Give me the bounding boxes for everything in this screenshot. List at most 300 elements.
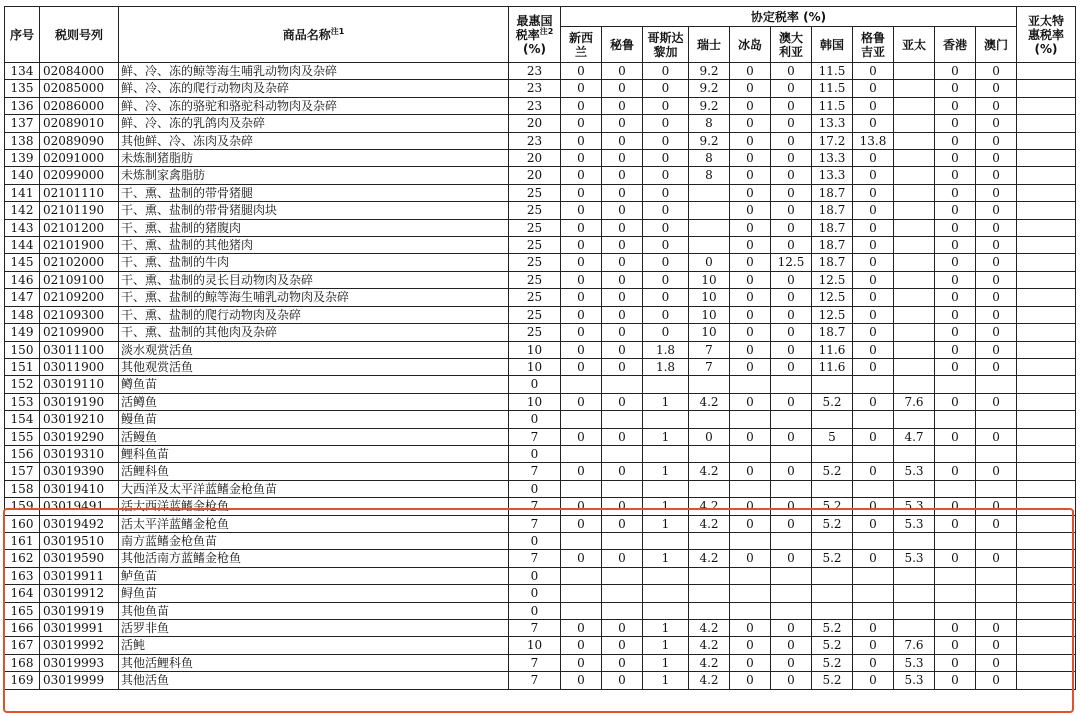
cell-mfn-rate: 20 <box>509 167 561 184</box>
cell-agreement-rate: 0 <box>771 150 812 167</box>
cell-agreement-rate: 0 <box>730 184 771 201</box>
cell-agreement-rate: 0 <box>561 324 602 341</box>
cell-agreement-rate <box>730 602 771 619</box>
cell-agreement-rate: 9.2 <box>689 132 730 149</box>
table-row <box>5 585 1076 602</box>
table-row <box>5 480 1076 497</box>
cell-apta-special-rate <box>1017 602 1076 619</box>
cell-agreement-rate <box>812 567 853 584</box>
cell-agreement-rate <box>894 341 935 358</box>
cell-agreement-rate: 11.5 <box>812 80 853 97</box>
cell-agreement-rate: 0 <box>853 63 894 80</box>
cell-agreement-rate <box>935 532 976 549</box>
cell-agreement-rate: 0 <box>602 63 643 80</box>
cell-agreement-rate: 0 <box>643 219 689 236</box>
cell-agreement-rate: 0 <box>976 428 1017 445</box>
cell-agreement-rate: 0 <box>935 672 976 689</box>
cell-seq: 164 <box>5 585 40 602</box>
cell-agreement-rate: 0 <box>730 306 771 323</box>
cell-apta-special-rate <box>1017 289 1076 306</box>
cell-agreement-rate: 4.2 <box>689 515 730 532</box>
cell-code: 03011900 <box>40 358 119 375</box>
cell-agreement-rate <box>602 411 643 428</box>
cell-agreement-rate: 0 <box>771 202 812 219</box>
cell-agreement-rate: 5.3 <box>894 463 935 480</box>
cell-agreement-rate <box>643 602 689 619</box>
cell-agreement-rate <box>894 97 935 114</box>
cell-mfn-rate: 25 <box>509 202 561 219</box>
table-row <box>5 254 1076 271</box>
cell-agreement-rate: 0 <box>853 428 894 445</box>
cell-agreement-rate: 0 <box>602 254 643 271</box>
cell-agreement-rate: 0 <box>935 550 976 567</box>
cell-apta-special-rate <box>1017 150 1076 167</box>
cell-agreement-rate: 0 <box>602 167 643 184</box>
cell-code: 02109900 <box>40 324 119 341</box>
cell-agreement-rate: 4.2 <box>689 620 730 637</box>
cell-agreement-rate <box>730 376 771 393</box>
cell-agreement-rate: 0 <box>730 515 771 532</box>
cell-agreement-rate <box>853 480 894 497</box>
cell-mfn-rate: 7 <box>509 463 561 480</box>
cell-agreement-rate: 0 <box>689 254 730 271</box>
cell-agreement-rate <box>894 602 935 619</box>
cell-name: 大西洋及太平洋蓝鳍金枪鱼苗 <box>119 480 509 497</box>
cell-agreement-rate <box>976 567 1017 584</box>
cell-agreement-rate: 0 <box>602 654 643 671</box>
cell-agreement-rate: 5.3 <box>894 654 935 671</box>
cell-agreement-rate <box>643 532 689 549</box>
cell-agreement-rate: 1 <box>643 637 689 654</box>
cell-agreement-rate: 0 <box>771 620 812 637</box>
cell-agreement-rate: 0 <box>730 637 771 654</box>
cell-seq: 165 <box>5 602 40 619</box>
table-row <box>5 550 1076 567</box>
cell-agreement-rate <box>730 532 771 549</box>
cell-mfn-rate: 7 <box>509 515 561 532</box>
cell-code: 02101200 <box>40 219 119 236</box>
cell-agreement-rate <box>561 532 602 549</box>
cell-mfn-rate: 7 <box>509 428 561 445</box>
cell-seq: 144 <box>5 237 40 254</box>
table-row <box>5 306 1076 323</box>
cell-agreement-rate: 0 <box>643 80 689 97</box>
cell-agreement-rate <box>561 445 602 462</box>
cell-agreement-rate: 7 <box>689 341 730 358</box>
cell-seq: 136 <box>5 97 40 114</box>
cell-agreement-rate: 0 <box>976 672 1017 689</box>
table-row <box>5 150 1076 167</box>
cell-code: 02101110 <box>40 184 119 201</box>
cell-agreement-rate <box>894 80 935 97</box>
table-row <box>5 463 1076 480</box>
cell-agreement-rate: 11.5 <box>812 97 853 114</box>
cell-agreement-rate: 0 <box>730 428 771 445</box>
cell-agreement-rate: 0 <box>561 515 602 532</box>
table-row <box>5 115 1076 132</box>
cell-agreement-rate <box>935 567 976 584</box>
cell-apta-special-rate <box>1017 672 1076 689</box>
cell-agreement-rate: 0 <box>771 184 812 201</box>
cell-agreement-rate: 0 <box>602 463 643 480</box>
cell-agreement-rate: 0 <box>935 97 976 114</box>
cell-agreement-rate: 10 <box>689 271 730 288</box>
cell-agreement-rate <box>771 376 812 393</box>
cell-agreement-rate: 0 <box>730 219 771 236</box>
cell-agreement-rate: 7.6 <box>894 393 935 410</box>
cell-agreement-rate: 0 <box>853 289 894 306</box>
cell-agreement-rate: 0 <box>771 550 812 567</box>
cell-agreement-rate <box>561 411 602 428</box>
header-country-line: 哥斯达 <box>647 30 684 45</box>
cell-code: 03019410 <box>40 480 119 497</box>
cell-agreement-rate <box>894 219 935 236</box>
cell-agreement-rate: 0 <box>771 237 812 254</box>
cell-code: 03019310 <box>40 445 119 462</box>
cell-seq: 137 <box>5 115 40 132</box>
cell-agreement-rate: 0 <box>976 637 1017 654</box>
cell-mfn-rate: 0 <box>509 567 561 584</box>
cell-agreement-rate <box>689 480 730 497</box>
cell-name: 活鲤科鱼 <box>119 463 509 480</box>
cell-seq: 156 <box>5 445 40 462</box>
cell-agreement-rate: 0 <box>853 150 894 167</box>
cell-agreement-rate <box>561 602 602 619</box>
cell-mfn-rate: 7 <box>509 620 561 637</box>
cell-agreement-rate: 0 <box>561 132 602 149</box>
table-row <box>5 498 1076 515</box>
cell-agreement-rate <box>689 567 730 584</box>
cell-agreement-rate: 0 <box>730 115 771 132</box>
cell-name: 未炼制猪脂肪 <box>119 150 509 167</box>
cell-agreement-rate <box>812 602 853 619</box>
cell-agreement-rate: 0 <box>602 637 643 654</box>
cell-mfn-rate: 25 <box>509 184 561 201</box>
table-row <box>5 132 1076 149</box>
cell-agreement-rate <box>602 532 643 549</box>
cell-agreement-rate: 0 <box>602 202 643 219</box>
cell-agreement-rate <box>689 219 730 236</box>
cell-name: 其他鱼苗 <box>119 602 509 619</box>
cell-agreement-rate <box>689 602 730 619</box>
cell-agreement-rate: 0 <box>853 463 894 480</box>
header-seq: 序号 <box>5 7 40 63</box>
cell-mfn-rate: 7 <box>509 550 561 567</box>
cell-seq: 134 <box>5 63 40 80</box>
cell-agreement-rate: 0 <box>602 115 643 132</box>
cell-agreement-rate: 0 <box>602 289 643 306</box>
header-name <box>119 7 509 63</box>
table-row <box>5 620 1076 637</box>
header-country-line: 韩国 <box>819 37 844 52</box>
cell-agreement-rate <box>771 411 812 428</box>
cell-code: 03011100 <box>40 341 119 358</box>
cell-name: 干、熏、盐制的其他肉及杂碎 <box>119 324 509 341</box>
cell-seq: 157 <box>5 463 40 480</box>
cell-agreement-rate: 1 <box>643 620 689 637</box>
cell-agreement-rate: 4.2 <box>689 550 730 567</box>
cell-mfn-rate: 25 <box>509 237 561 254</box>
cell-seq: 141 <box>5 184 40 201</box>
cell-agreement-rate: 0 <box>561 637 602 654</box>
cell-agreement-rate <box>894 358 935 375</box>
cell-apta-special-rate <box>1017 532 1076 549</box>
table-row <box>5 237 1076 254</box>
cell-agreement-rate <box>894 306 935 323</box>
cell-agreement-rate: 0 <box>853 498 894 515</box>
cell-agreement-rate: 7.6 <box>894 637 935 654</box>
cell-agreement-rate <box>935 376 976 393</box>
cell-code: 03019210 <box>40 411 119 428</box>
cell-agreement-rate: 4.2 <box>689 393 730 410</box>
cell-agreement-rate <box>689 411 730 428</box>
cell-agreement-rate: 13.3 <box>812 150 853 167</box>
cell-agreement-rate: 0 <box>730 672 771 689</box>
table-row <box>5 637 1076 654</box>
cell-agreement-rate: 0 <box>935 393 976 410</box>
cell-seq: 152 <box>5 376 40 393</box>
cell-mfn-rate: 0 <box>509 480 561 497</box>
cell-agreement-rate: 0 <box>561 306 602 323</box>
table-row <box>5 63 1076 80</box>
cell-agreement-rate: 0 <box>602 550 643 567</box>
cell-agreement-rate: 0 <box>730 97 771 114</box>
cell-agreement-rate <box>643 411 689 428</box>
table-row <box>5 271 1076 288</box>
cell-agreement-rate <box>894 411 935 428</box>
cell-seq: 143 <box>5 219 40 236</box>
cell-agreement-rate <box>812 585 853 602</box>
cell-agreement-rate: 0 <box>935 237 976 254</box>
cell-agreement-rate: 0 <box>853 80 894 97</box>
header-country-line: 吉亚 <box>860 44 885 59</box>
cell-agreement-rate: 5.3 <box>894 550 935 567</box>
cell-agreement-rate: 0 <box>935 341 976 358</box>
cell-name: 干、熏、盐制的鲸等海生哺乳动物肉及杂碎 <box>119 289 509 306</box>
cell-agreement-rate: 0 <box>771 515 812 532</box>
cell-apta-special-rate <box>1017 654 1076 671</box>
cell-agreement-rate: 11.6 <box>812 358 853 375</box>
cell-agreement-rate: 0 <box>976 550 1017 567</box>
cell-mfn-rate: 25 <box>509 219 561 236</box>
cell-agreement-rate: 0 <box>935 132 976 149</box>
cell-agreement-rate: 17.2 <box>812 132 853 149</box>
cell-mfn-rate: 25 <box>509 271 561 288</box>
cell-agreement-rate: 0 <box>935 63 976 80</box>
cell-agreement-rate <box>602 585 643 602</box>
cell-agreement-rate: 0 <box>976 358 1017 375</box>
cell-agreement-rate: 0 <box>853 97 894 114</box>
cell-agreement-rate: 0 <box>976 97 1017 114</box>
cell-agreement-rate <box>853 585 894 602</box>
cell-apta-special-rate <box>1017 620 1076 637</box>
cell-agreement-rate <box>894 184 935 201</box>
table-row <box>5 654 1076 671</box>
cell-agreement-rate: 0 <box>771 672 812 689</box>
cell-agreement-rate: 0 <box>853 393 894 410</box>
table-row <box>5 567 1076 584</box>
cell-mfn-rate: 0 <box>509 532 561 549</box>
cell-agreement-rate: 12.5 <box>812 289 853 306</box>
cell-seq: 151 <box>5 358 40 375</box>
cell-agreement-rate: 0 <box>561 393 602 410</box>
cell-agreement-rate: 1 <box>643 550 689 567</box>
cell-apta-special-rate <box>1017 393 1076 410</box>
cell-apta-special-rate <box>1017 115 1076 132</box>
cell-agreement-rate: 18.7 <box>812 254 853 271</box>
cell-agreement-rate: 0 <box>602 393 643 410</box>
cell-agreement-rate <box>976 585 1017 602</box>
header-country-line: 黎加 <box>653 44 678 59</box>
table-row <box>5 324 1076 341</box>
cell-agreement-rate: 7 <box>689 358 730 375</box>
cell-mfn-rate: 10 <box>509 637 561 654</box>
cell-agreement-rate: 13.3 <box>812 115 853 132</box>
cell-name: 南方蓝鳍金枪鱼苗 <box>119 532 509 549</box>
cell-apta-special-rate <box>1017 341 1076 358</box>
cell-mfn-rate: 10 <box>509 358 561 375</box>
cell-agreement-rate: 0 <box>561 271 602 288</box>
cell-agreement-rate: 0 <box>976 620 1017 637</box>
cell-agreement-rate: 0 <box>976 654 1017 671</box>
cell-agreement-rate: 0 <box>853 672 894 689</box>
cell-agreement-rate <box>976 602 1017 619</box>
cell-agreement-rate: 0 <box>976 132 1017 149</box>
cell-agreement-rate: 1 <box>643 393 689 410</box>
cell-agreement-rate <box>561 376 602 393</box>
cell-agreement-rate <box>894 202 935 219</box>
cell-agreement-rate: 0 <box>689 428 730 445</box>
cell-agreement-rate: 0 <box>771 428 812 445</box>
cell-agreement-rate: 0 <box>602 132 643 149</box>
table-row <box>5 602 1076 619</box>
cell-agreement-rate: 0 <box>976 80 1017 97</box>
table-body <box>5 63 1076 690</box>
cell-agreement-rate: 0 <box>730 498 771 515</box>
cell-seq: 155 <box>5 428 40 445</box>
cell-agreement-rate <box>894 167 935 184</box>
cell-agreement-rate: 0 <box>771 341 812 358</box>
cell-name: 干、熏、盐制的带骨猪腿 <box>119 184 509 201</box>
cell-agreement-rate: 0 <box>602 620 643 637</box>
cell-agreement-rate: 0 <box>771 654 812 671</box>
table-row <box>5 289 1076 306</box>
cell-agreement-rate: 0 <box>561 289 602 306</box>
cell-seq: 161 <box>5 532 40 549</box>
cell-agreement-rate <box>894 376 935 393</box>
cell-agreement-rate <box>771 602 812 619</box>
cell-agreement-rate <box>602 480 643 497</box>
cell-agreement-rate: 0 <box>853 271 894 288</box>
cell-mfn-rate: 0 <box>509 411 561 428</box>
cell-agreement-rate: 0 <box>730 550 771 567</box>
header-country <box>935 27 976 63</box>
cell-apta-special-rate <box>1017 358 1076 375</box>
cell-agreement-rate: 0 <box>935 150 976 167</box>
cell-agreement-rate <box>771 532 812 549</box>
cell-seq: 168 <box>5 654 40 671</box>
cell-apta-special-rate <box>1017 376 1076 393</box>
cell-agreement-rate <box>730 480 771 497</box>
header-mfn-note: 注2 <box>539 26 554 36</box>
cell-agreement-rate: 0 <box>643 237 689 254</box>
cell-agreement-rate: 0 <box>561 63 602 80</box>
cell-agreement-rate: 5.2 <box>812 463 853 480</box>
cell-agreement-rate: 0 <box>976 393 1017 410</box>
cell-seq: 158 <box>5 480 40 497</box>
cell-agreement-rate: 0 <box>643 254 689 271</box>
cell-agreement-rate <box>894 532 935 549</box>
header-apta-unit: (%) <box>1034 41 1058 56</box>
header-country <box>689 27 730 63</box>
header-country <box>976 27 1017 63</box>
cell-agreement-rate: 0 <box>853 306 894 323</box>
cell-agreement-rate: 0 <box>602 324 643 341</box>
cell-agreement-rate: 0 <box>643 97 689 114</box>
header-country-line: 亚太 <box>901 37 926 52</box>
cell-mfn-rate: 25 <box>509 306 561 323</box>
cell-agreement-rate <box>643 480 689 497</box>
cell-agreement-rate: 0 <box>771 637 812 654</box>
header-mfn-unit: (%) <box>523 41 546 56</box>
cell-seq: 162 <box>5 550 40 567</box>
cell-agreement-rate <box>771 480 812 497</box>
cell-agreement-rate: 0 <box>730 289 771 306</box>
table-row <box>5 515 1076 532</box>
cell-agreement-rate: 8 <box>689 115 730 132</box>
cell-agreement-rate: 0 <box>976 306 1017 323</box>
cell-agreement-rate <box>894 237 935 254</box>
cell-code: 03019390 <box>40 463 119 480</box>
cell-name: 鲜、冷、冻的鲸等海生哺乳动物肉及杂碎 <box>119 63 509 80</box>
cell-apta-special-rate <box>1017 306 1076 323</box>
cell-agreement-rate <box>853 411 894 428</box>
cell-agreement-rate: 0 <box>976 498 1017 515</box>
cell-agreement-rate <box>812 532 853 549</box>
cell-agreement-rate: 0 <box>730 202 771 219</box>
cell-name: 鲤科鱼苗 <box>119 445 509 462</box>
cell-agreement-rate <box>894 271 935 288</box>
cell-agreement-rate: 0 <box>561 219 602 236</box>
cell-seq: 163 <box>5 567 40 584</box>
cell-name: 鲟鱼苗 <box>119 585 509 602</box>
cell-agreement-rate: 5.2 <box>812 637 853 654</box>
cell-agreement-rate: 0 <box>602 515 643 532</box>
cell-code: 03019919 <box>40 602 119 619</box>
cell-code: 03019510 <box>40 532 119 549</box>
table-row <box>5 184 1076 201</box>
header-country <box>771 27 812 63</box>
cell-agreement-rate <box>689 184 730 201</box>
cell-agreement-rate <box>894 289 935 306</box>
table-row <box>5 393 1076 410</box>
cell-agreement-rate: 12.5 <box>812 306 853 323</box>
cell-agreement-rate: 0 <box>771 219 812 236</box>
cell-name: 其他鲜、冷、冻肉及杂碎 <box>119 132 509 149</box>
cell-agreement-rate: 12.5 <box>771 254 812 271</box>
cell-code: 02109200 <box>40 289 119 306</box>
cell-apta-special-rate <box>1017 167 1076 184</box>
cell-agreement-rate <box>730 585 771 602</box>
header-country-line: 格鲁 <box>860 30 885 45</box>
cell-agreement-rate: 0 <box>561 620 602 637</box>
cell-agreement-rate: 0 <box>935 637 976 654</box>
cell-agreement-rate: 0 <box>602 358 643 375</box>
cell-agreement-rate: 0 <box>976 515 1017 532</box>
cell-agreement-rate: 11.5 <box>812 63 853 80</box>
cell-agreement-rate: 0 <box>643 150 689 167</box>
cell-mfn-rate: 20 <box>509 115 561 132</box>
